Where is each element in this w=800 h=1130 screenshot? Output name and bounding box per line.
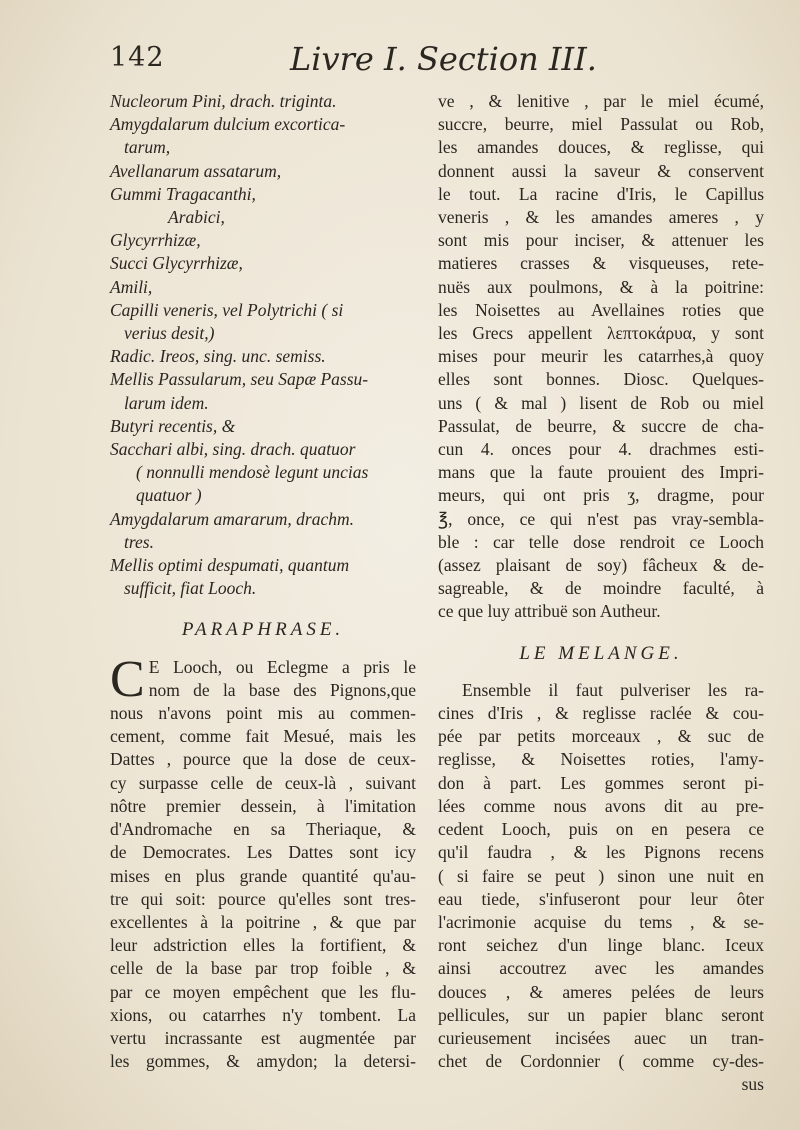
recipe-line: Butyri recentis, & [110, 415, 236, 436]
text-line: cines d'Iris , & reglisse raclée & cou- [438, 703, 764, 724]
page-number: 142 [110, 42, 165, 73]
recipe-line: quatuor ) [136, 485, 202, 506]
recipe-line: Mellis optimi despumati, quantum [110, 555, 350, 576]
text-line: ℥, once, ce qui n'est pas vray-sembla- [438, 508, 764, 529]
text-line: veneris , & les amandes ameres , y [438, 207, 764, 228]
text-line: nous n'avons point mis au commen- [110, 703, 416, 724]
text-line: matieres crasses & visqueuses, rete- [438, 253, 764, 274]
text-line: donnent aussi la saveur & conservent [438, 160, 764, 181]
text-line: ainsi accoutrez avec les amandes [438, 958, 764, 979]
text-line: ront seichez d'un linge blanc. Iceux [438, 935, 764, 956]
recipe-line: Avellanarum assatarum, [110, 160, 282, 181]
recipe-line: tarum, [124, 137, 171, 158]
text-line: E Looch, ou Eclegme a pris le [148, 656, 416, 677]
text-line: nôtre premier dessein, à l'imitation [110, 795, 416, 816]
text-line: Dattes , pource que la dose de ceux- [110, 749, 416, 770]
text-line: l'acrimonie acquise du tems , & se- [438, 911, 764, 932]
page-header [110, 40, 760, 80]
recipe-line: Amygdalarum amararum, drachm. [110, 508, 355, 529]
recipe-line: Arabici, [168, 207, 225, 228]
text-line: pellicules, sur un papier blanc seront [438, 1004, 764, 1025]
recipe-line: Gummi Tragacanthi, [110, 183, 256, 204]
drop-cap: C [110, 650, 145, 708]
text-line: de Democrates. Les Dattes sont icy [110, 842, 416, 863]
text-line: xions, ou catarrhes n'y tombent. La [110, 1004, 416, 1025]
text-line: celle de la base par trop foible , & [110, 958, 416, 979]
recipe-line: Amili, [110, 276, 153, 297]
text-line: cement, comme fait Mesué, mais les [110, 726, 416, 747]
text-line: ve , & lenitive , par le miel écumé, [438, 91, 764, 111]
recipe-line: Sacchari albi, sing. drach. quatuor [110, 439, 356, 460]
text-line: les gommes, & amydon; la detersi- [110, 1051, 416, 1072]
recipe-line: Nucleorum Pini, drach. triginta. [110, 91, 337, 111]
melange-text [438, 679, 764, 1097]
text-line: chet de Cordonnier ( comme cy-des- [438, 1051, 764, 1072]
recipe-line: Mellis Passularum, seu Sapæ Passu- [110, 369, 369, 390]
recipe-line: tres. [124, 531, 154, 552]
text-line: douces , & ameres pelées de leurs [438, 981, 764, 1002]
right-column [438, 90, 764, 1097]
recipe-line: Capilli veneris, vel Polytrichi ( si [110, 299, 344, 320]
text-line: nom de la base des Pignons,que [148, 679, 416, 700]
text-line: tre qui soit: pource qu'elles sont tres- [110, 888, 416, 909]
text-line: cedent Looch, puis on en pesera ce [438, 819, 764, 840]
text-line: cun 4. onces pour 4. drachmes esti- [438, 439, 764, 460]
left-column [110, 90, 416, 1073]
recipe-list [110, 90, 416, 600]
text-line: Ensemble il faut pulveriser les ra- [462, 679, 764, 700]
text-line: ble : car telle dose rendroit ce Looch [438, 531, 764, 552]
text-line: nuës aux poulmons, & à la poitrine: [438, 276, 764, 297]
text-line: leur adstriction elles la fortifient, & [110, 935, 416, 956]
text-line: curieusement incisées auec un tran- [438, 1027, 764, 1048]
text-line: reglisse, & Noisettes roties, l'amy- [438, 749, 764, 770]
text-line: mises en plus grande quantité qu'au- [110, 865, 416, 886]
text-line: lées comme nous avons dit au pre- [438, 795, 764, 816]
text-line: les Grecs appellent λεπτοκάρυα, y sont [438, 323, 764, 344]
text-line: mans que la faute prouient des Impri- [438, 462, 764, 483]
text-line: eau tiede, s'infuseront pour leur ôter [438, 888, 764, 909]
recipe-line: larum idem. [124, 392, 209, 413]
text-line: pée par petits morceaux , & suc de [438, 726, 764, 747]
text-line: les Noisettes au Avellaines roties que [438, 299, 764, 320]
text-line: d'Andromache en sa Theriaque, & [110, 819, 416, 840]
text-line: le tout. La racine d'Iris, le Capillus [438, 183, 764, 204]
recipe-line: verius desit,) [124, 323, 215, 344]
section-heading-paraphrase: PARAPHRASE. [181, 619, 345, 641]
text-line: qu'il faudra , & les Pignons recens [438, 842, 764, 863]
catchword: sus [741, 1074, 764, 1095]
text-line: vertu incrassante est augmentée par [110, 1027, 416, 1048]
text-line: excellentes à la poitrine , & que par [110, 911, 416, 932]
recipe-line: Succi Glycyrrhizæ, [110, 253, 243, 274]
text-line: sont mis pour inciser, & attenuer les [438, 230, 764, 251]
running-title: Livre I. Section III. [290, 40, 597, 78]
section-heading-melange: LE MELANGE. [519, 642, 683, 664]
text-line: meurs, qui ont pris ʒ, dragme, pour [438, 485, 764, 506]
text-line: par ce moyen empêchent que les flu- [110, 981, 416, 1002]
recipe-line: Radic. Ireos, sing. unc. semiss. [110, 346, 326, 367]
text-line: Passulat, de beurre, & succre de cha- [438, 415, 764, 436]
recipe-line: Glycyrrhizæ, [110, 230, 201, 251]
text-line: ( si faire se peut ) sinon une nuit en [438, 865, 764, 886]
text-line: (assez plaisant de soy) fâcheux & de- [438, 555, 764, 576]
text-line: don à part. Les gommes seront pi- [438, 772, 764, 793]
text-line: succre, beurre, miel Passulat ou Rob, [438, 114, 764, 135]
text-line: sagreable, & de moindre faculté, à [438, 578, 764, 599]
text-line: mises pour meurir les catarrhes,à quoy [438, 346, 764, 367]
commentary-text [438, 90, 764, 624]
recipe-line: ( nonnulli mendosè legunt uncias [136, 462, 369, 483]
text-line: cy surpasse celle de ceux-là , suivant [110, 772, 416, 793]
text-line: les amandes douces, & reglisse, qui [438, 137, 764, 158]
recipe-line: Amygdalarum dulcium excortica- [110, 114, 346, 135]
paraphrase-text [110, 650, 416, 1074]
recipe-line: sufficit, fiat Looch. [124, 578, 257, 599]
text-line: elles sont bonnes. Diosc. Quelques- [438, 369, 764, 390]
text-line: ce que luy attribuë son Autheur. [438, 601, 661, 622]
text-line: uns ( & mal ) lisent de Rob ou miel [438, 392, 764, 413]
